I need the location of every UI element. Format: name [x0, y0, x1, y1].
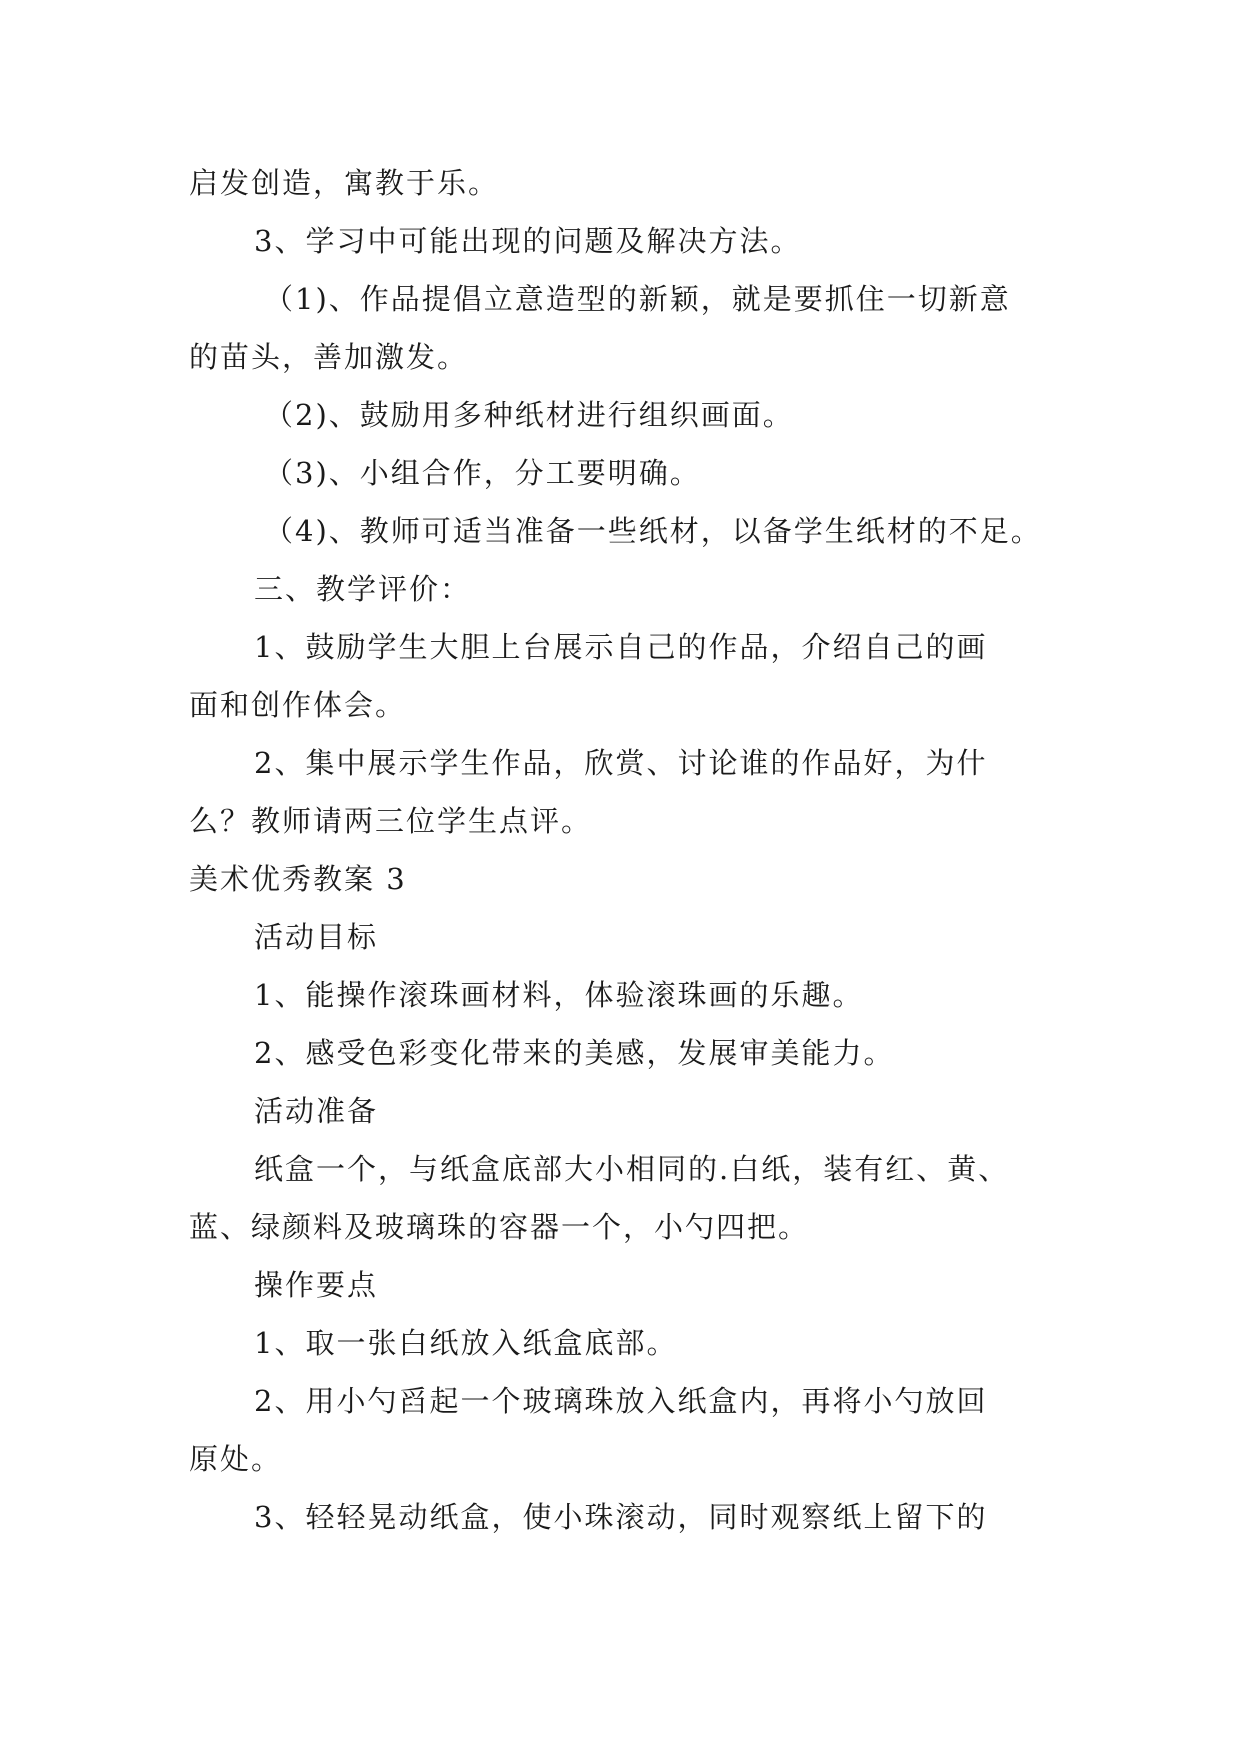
paragraph-line: 蓝、绿颜料及玻璃珠的容器一个，小勺四把。	[189, 1210, 810, 1244]
paragraph-line: （2)、鼓励用多种纸材进行组织画面。	[264, 398, 794, 432]
paragraph-line: 启发创造，寓教于乐。	[189, 166, 500, 200]
paragraph-line: （3)、小组合作，分工要明确。	[264, 456, 701, 490]
paragraph-line: 1、鼓励学生大胆上台展示自己的作品，介绍自己的画	[254, 630, 988, 664]
section-heading: 活动准备	[254, 1094, 379, 1128]
paragraph-line: 3、学习中可能出现的问题及解决方法。	[254, 224, 802, 258]
paragraph-line: 纸盒一个，与纸盒底部大小相同的.白纸，装有红、黄、	[254, 1152, 1010, 1186]
paragraph-line: 面和创作体会。	[189, 688, 407, 722]
paragraph-line: 1、能操作滚珠画材料，体验滚珠画的乐趣。	[254, 978, 864, 1012]
paragraph-line: 1、取一张白纸放入纸盒底部。	[254, 1326, 678, 1360]
paragraph-line: 3、轻轻晃动纸盒，使小珠滚动，同时观察纸上留下的	[254, 1500, 988, 1534]
section-heading: 三、教学评价：	[254, 572, 472, 606]
paragraph-line: 2、集中展示学生作品，欣赏、讨论谁的作品好，为什	[254, 746, 988, 780]
section-heading: 操作要点	[254, 1268, 379, 1302]
section-heading: 活动目标	[254, 920, 379, 954]
document-title: 美术优秀教案 3	[189, 862, 407, 896]
paragraph-line: 的苗头，善加激发。	[189, 340, 469, 374]
paragraph-line: 2、用小勺舀起一个玻璃珠放入纸盒内，再将小勺放回	[254, 1384, 988, 1418]
paragraph-line: 么？教师请两三位学生点评。	[189, 804, 593, 838]
paragraph-line: （4)、教师可适当准备一些纸材，以备学生纸材的不足。	[264, 514, 1042, 548]
paragraph-line: （1)、作品提倡立意造型的新颖，就是要抓住一切新意	[264, 282, 1011, 316]
paragraph-line: 原处。	[189, 1442, 283, 1476]
paragraph-line: 2、感受色彩变化带来的美感，发展审美能力。	[254, 1036, 895, 1070]
